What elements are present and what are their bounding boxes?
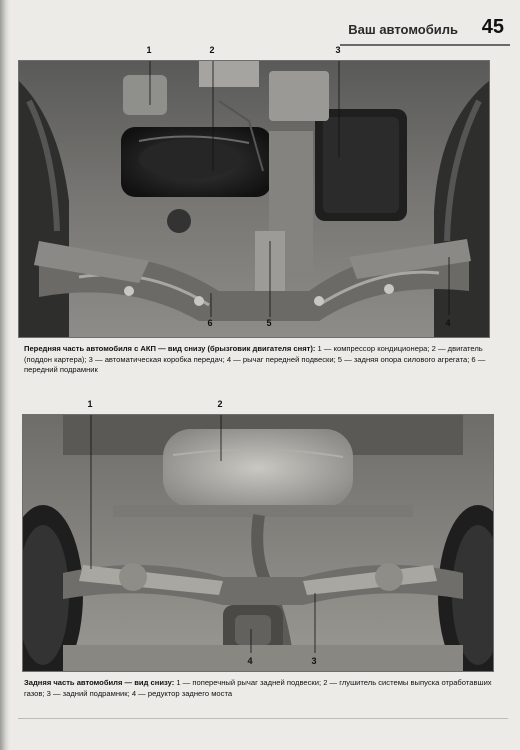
section-title: Ваш автомобиль — [348, 22, 458, 37]
figure1-caption-title: Передняя часть автомобиля с АКП — вид снизу (брызговик двигателя снят): — [24, 344, 316, 353]
figure1-caption — [24, 344, 494, 376]
callout-1: 1 — [87, 399, 93, 409]
callout-4: 4 — [247, 656, 253, 666]
callout-1: 1 — [146, 45, 152, 55]
callout-3: 3 — [335, 45, 341, 55]
figure2-caption-title: Задняя часть автомобиля — вид снизу: — [24, 678, 175, 687]
page-number: 45 — [481, 16, 504, 38]
callout-5: 5 — [266, 318, 272, 328]
bottom-rule — [18, 718, 508, 719]
figure2-callouts — [22, 398, 492, 678]
figure2-caption-text: 1 — поперечный рычаг задней подвески; 2 — глушитель системы выпуска отработавших газов; 3 — задний подрамник; 4 — редуктор заднего моста — [24, 678, 492, 698]
callout-2: 2 — [217, 399, 223, 409]
callout-6: 6 — [207, 318, 213, 328]
callout-4: 4 — [445, 318, 451, 328]
figure2-caption — [24, 678, 494, 699]
page-spine-shadow — [0, 0, 10, 750]
figure1-callouts — [18, 44, 488, 344]
callout-2: 2 — [209, 45, 215, 55]
figure1-caption-text: 1 — компрессор кондиционера; 2 — двигатель (поддон картера); 3 — автоматическая коробка передач; 4 — рычаг передней подвески; 5 — задняя опора силового агрегата; 6 — передний подрамник — [24, 344, 486, 374]
page-header — [340, 14, 510, 44]
callout-3: 3 — [311, 656, 317, 666]
